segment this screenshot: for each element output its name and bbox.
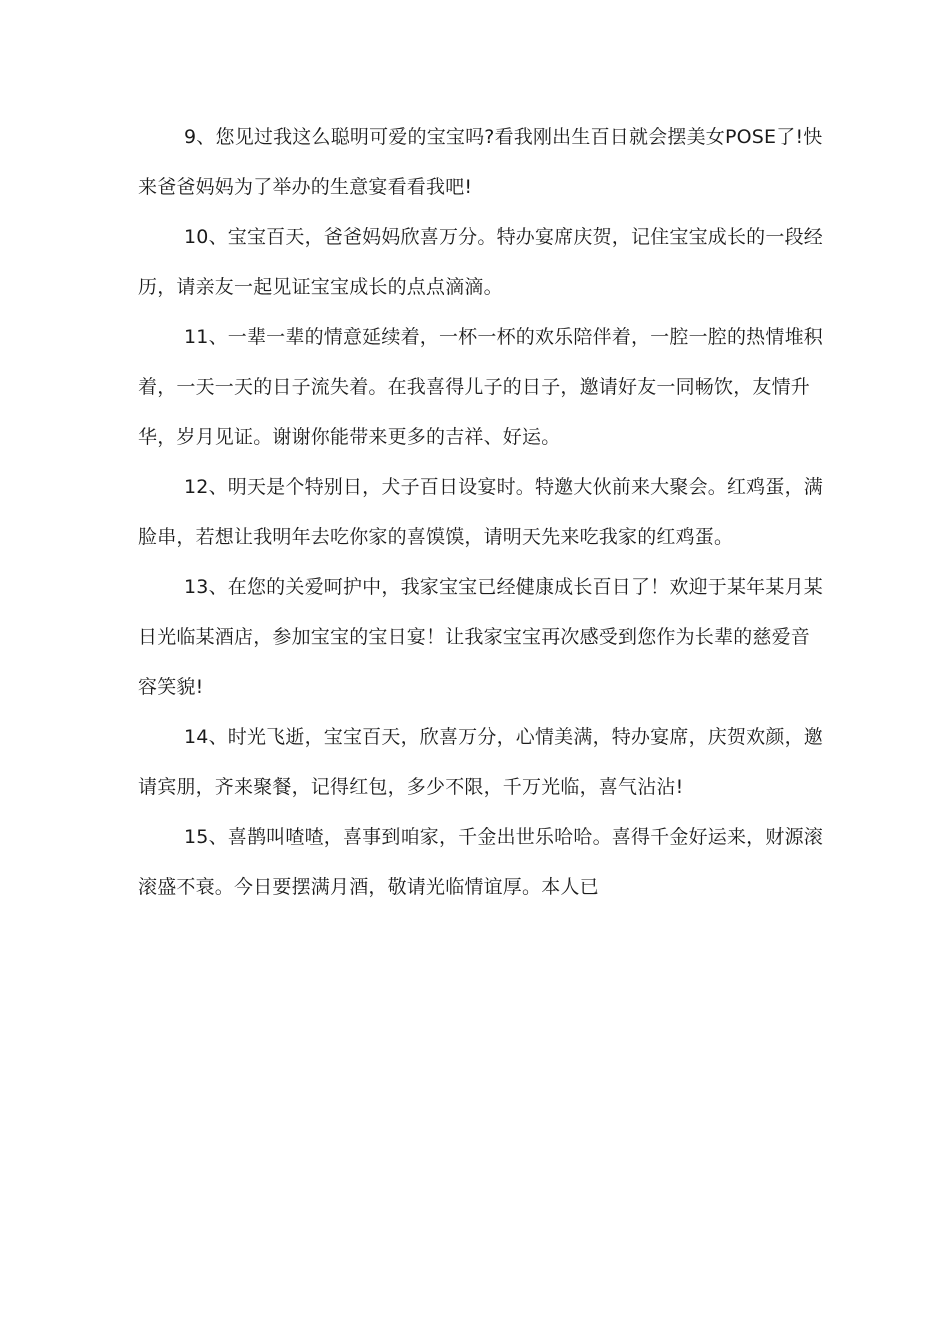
- paragraph-14: 14、时光飞逝，宝宝百天，欣喜万分，心情美满，特办宴席，庆贺欢颜，邀请宾朋，齐来聚餐，记得红包，多少不限，千万光临，喜气沾沾!: [138, 726, 823, 798]
- paragraph-9: 9、您见过我这么聪明可爱的宝宝吗?看我刚出生百日就会摆美女POSE了!快来爸爸妈妈为了举办的生意宴看看我吧!: [138, 126, 823, 198]
- paragraph-12: 12、明天是个特别日，犬子百日设宴时。特邀大伙前来大聚会。红鸡蛋，满脸串，若想让我明年去吃你家的喜馍馍，请明天先来吃我家的红鸡蛋。: [138, 476, 823, 548]
- paragraph-10: 10、宝宝百天，爸爸妈妈欣喜万分。特办宴席庆贺，记住宝宝成长的一段经历，请亲友一起见证宝宝成长的点点滴滴。: [138, 226, 823, 298]
- paragraph-15: 15、喜鹊叫喳喳，喜事到咱家，千金出世乐哈哈。喜得千金好运来，财源滚滚盛不衰。今日要摆满月酒，敬请光临情谊厚。本人已: [138, 826, 823, 898]
- paragraph-11: 11、一辈一辈的情意延续着，一杯一杯的欢乐陪伴着，一腔一腔的热情堆积着，一天一天的日子流失着。在我喜得儿子的日子，邀请好友一同畅饮，友情升华，岁月见证。谢谢你能带来更多的吉祥、好运。: [138, 326, 823, 448]
- document-page: [138, 112, 828, 912]
- paragraph-13: 13、在您的关爱呵护中，我家宝宝已经健康成长百日了！欢迎于某年某月某日光临某酒店，参加宝宝的宝日宴！让我家宝宝再次感受到您作为长辈的慈爱音容笑貌!: [138, 576, 823, 698]
